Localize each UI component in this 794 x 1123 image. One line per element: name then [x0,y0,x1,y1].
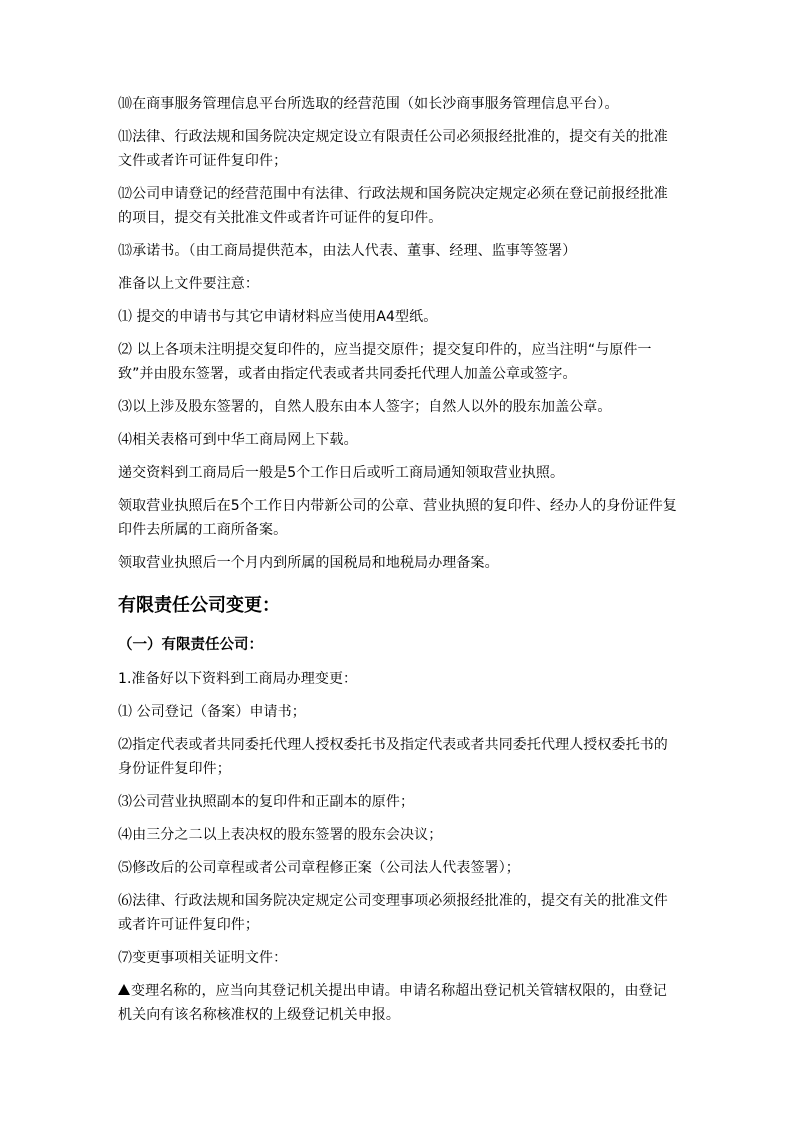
triangle-bullet-icon [118,984,130,995]
change-item-3: ⑶公司营业执照副本的复印件和正副本的原件； [118,794,415,810]
name-change-text: 变理名称的，应当向其登记机关提出申请。申请名称超出登记机关管辖权限的，由登记机关向有该名称核准权的上级登记机关申报。 [118,983,667,1023]
document-page [118,92,678,1036]
paragraph-item-13: ⒀承诺书。（由工商局提供范本，由法人代表、董事、经理、监事等签署） [118,243,577,259]
change-item-4: ⑷由三分之二以上表决权的股东签署的股东会决议； [118,827,443,843]
change-item-1: ⑴ 公司登记（备案）申请书； [118,704,306,720]
subsection-title: （一）有限责任公司： [118,637,263,653]
paragraph-item-10: ⑽在商事服务管理信息平台所选取的经营范围（如长沙商事服务管理信息平台）。 [118,96,619,112]
note-4: ⑷相关表格可到中华工商局网上下载。 [118,432,358,448]
paragraph-item-12: ⑿公司申请登记的经营范围中有法律、行政法规和国务院决定规定必须在登记前报经批准的项目，提交有关批准文件或者许可证件的复印件。 [118,186,668,226]
notes-heading: 准备以上文件要注意： [118,276,259,292]
paragraph-item-11: ⑾法律、行政法规和国务院决定规定设立有限责任公司必须报经批准的，提交有关的批准文件或者许可证件复印件； [118,129,668,169]
change-item-5: ⑸修改后的公司章程或者公司章程修正案（公司法人代表签署）； [118,860,520,876]
change-item-2: ⑵指定代表或者共同委托代理人授权委托书及指定代表或者共同委托代理人授权委托书的身份证件复印件； [118,737,668,777]
change-item-6: ⑹法律、行政法规和国务院决定规定公司变理事项必须报经批准的，提交有关的批准文件或者许可证件复印件； [118,893,668,933]
tax-filing-paragraph: 领取营业执照后一个月内到所属的国税局和地税局办理备案。 [118,555,499,571]
section-title: 有限责任公司变更： [118,595,280,616]
filing-paragraph: 领取营业执照后在5个工作日内带新公司的公章、营业执照的复印件、经办人的身份证件复印件去所属的工商所备案。 [118,498,677,538]
note-2: ⑵ 以上各项未注明提交复印件的，应当提交原件；提交复印件的，应当注明“与原件一致”并由股东签署，或者由指定代表或者共同委托代理人加盖公章或签字。 [118,342,652,382]
change-step-1: 1.准备好以下资料到工商局办理变更： [118,671,358,687]
note-3: ⑶以上涉及股东签署的，自然人股东由本人签字；自然人以外的股东加盖公章。 [118,399,612,415]
submission-paragraph: 递交资料到工商局后一般是5个工作日后或听工商局通知领取营业执照。 [118,465,565,481]
name-change-paragraph [118,979,678,1027]
note-1: ⑴ 提交的申请书与其它申请材料应当使用A4型纸。 [118,309,438,325]
change-item-7: ⑺变更事项相关证明文件： [118,950,288,966]
